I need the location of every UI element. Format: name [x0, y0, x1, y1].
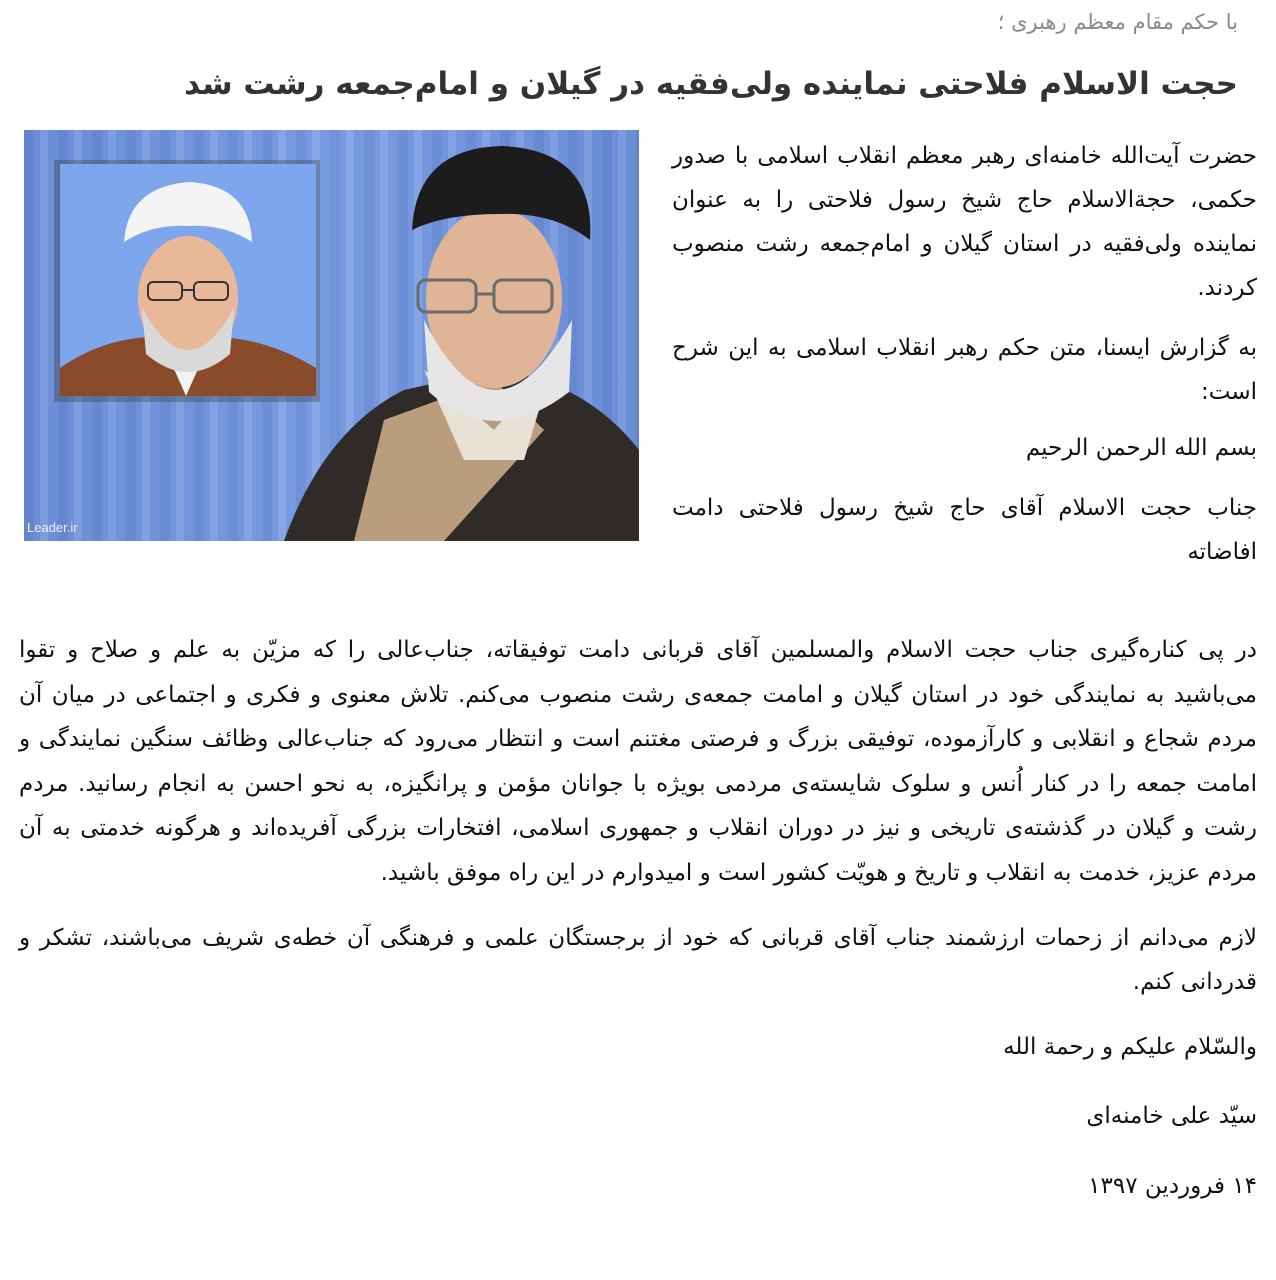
- bismillah-line: بسم الله الرحمن الرحیم: [1025, 435, 1257, 461]
- article-photo: [24, 130, 639, 541]
- article-kicker: با حکم مقام معظم رهبری ؛: [997, 10, 1238, 34]
- inset-portrait: [54, 160, 320, 402]
- photo-credit: Leader.ir: [27, 520, 78, 535]
- thanks-paragraph: لازم می‌دانم از زحمات ارزشمند جناب آقای قربانی که خود از برجستگان علمی و فرهنگی آن خطه‌ی شریف می‌باشند، تشکر و قدردانی کنم.: [19, 924, 1257, 996]
- closing-line: والسّلام علیکم و رحمة الله: [1003, 1033, 1257, 1060]
- portrait-image: [24, 130, 639, 541]
- signature-line: سیّد علی خامنه‌ای: [1086, 1103, 1257, 1130]
- report-intro: به گزارش ایسنا، متن حکم رهبر انقلاب اسلامی به این شرح است:: [672, 335, 1257, 405]
- article-lead-column: [672, 134, 1257, 590]
- decree-body-paragraph: در پی کناره‌گیری جناب حجت الاسلام والمسلمین آقای قربانی دامت توفیقاته، جناب‌عالی را که مزیّن به علم و صلاح و تقوا می‌باشید به نمایندگی خود در استان گیلان و امامت جمعه‌ی رشت منصوب می‌کنم. تلاش معنوی و فکری و اجتماعی در میان آن مردم شجاع و انقلابی و کارآزموده، توفیقی بزرگ و فرصتی مغتنم است و انتظار می‌رود که جناب‌عالی وظائف سنگین نمایندگی و امامت جمعه را در کنار اُنس و سلوک شایسته‌ی مردمی بویژه با جوانان مؤمن و پرانگیزه، به نحو احسن به انجام رسانید. مردم رشت و گیلان در گذشته‌ی تاریخی و نیز در دوران انقلاب و جمهوری اسلامی، افتخارات بزرگی آفریده‌اند و هرگونه خدمتی به آن مردم عزیز، خدمت به انقلاب و تاریخ و هویّت کشور است و امیدوارم در این راه موفق باشید.: [19, 637, 1257, 886]
- article-body: [19, 628, 1257, 1229]
- addressee-line: جناب حجت الاسلام آقای حاج شیخ رسول فلاحتی دامت افاضاته: [672, 495, 1257, 565]
- article-headline: حجت الاسلام فلاحتی نماینده ولی‌فقیه در گیلان و امام‌جمعه رشت شد: [184, 66, 1238, 102]
- date-line: ۱۴ فروردین ۱۳۹۷: [1088, 1172, 1257, 1199]
- lead-paragraph: حضرت آیت‌الله خامنه‌ای رهبر معظم انقلاب اسلامی با صدور حکمی، حجة‌الاسلام حاج شیخ رسول فلاحتی را به عنوان نماینده ولی‌فقیه در استان گیلان و امام‌جمعه رشت منصوب کردند.: [672, 143, 1257, 301]
